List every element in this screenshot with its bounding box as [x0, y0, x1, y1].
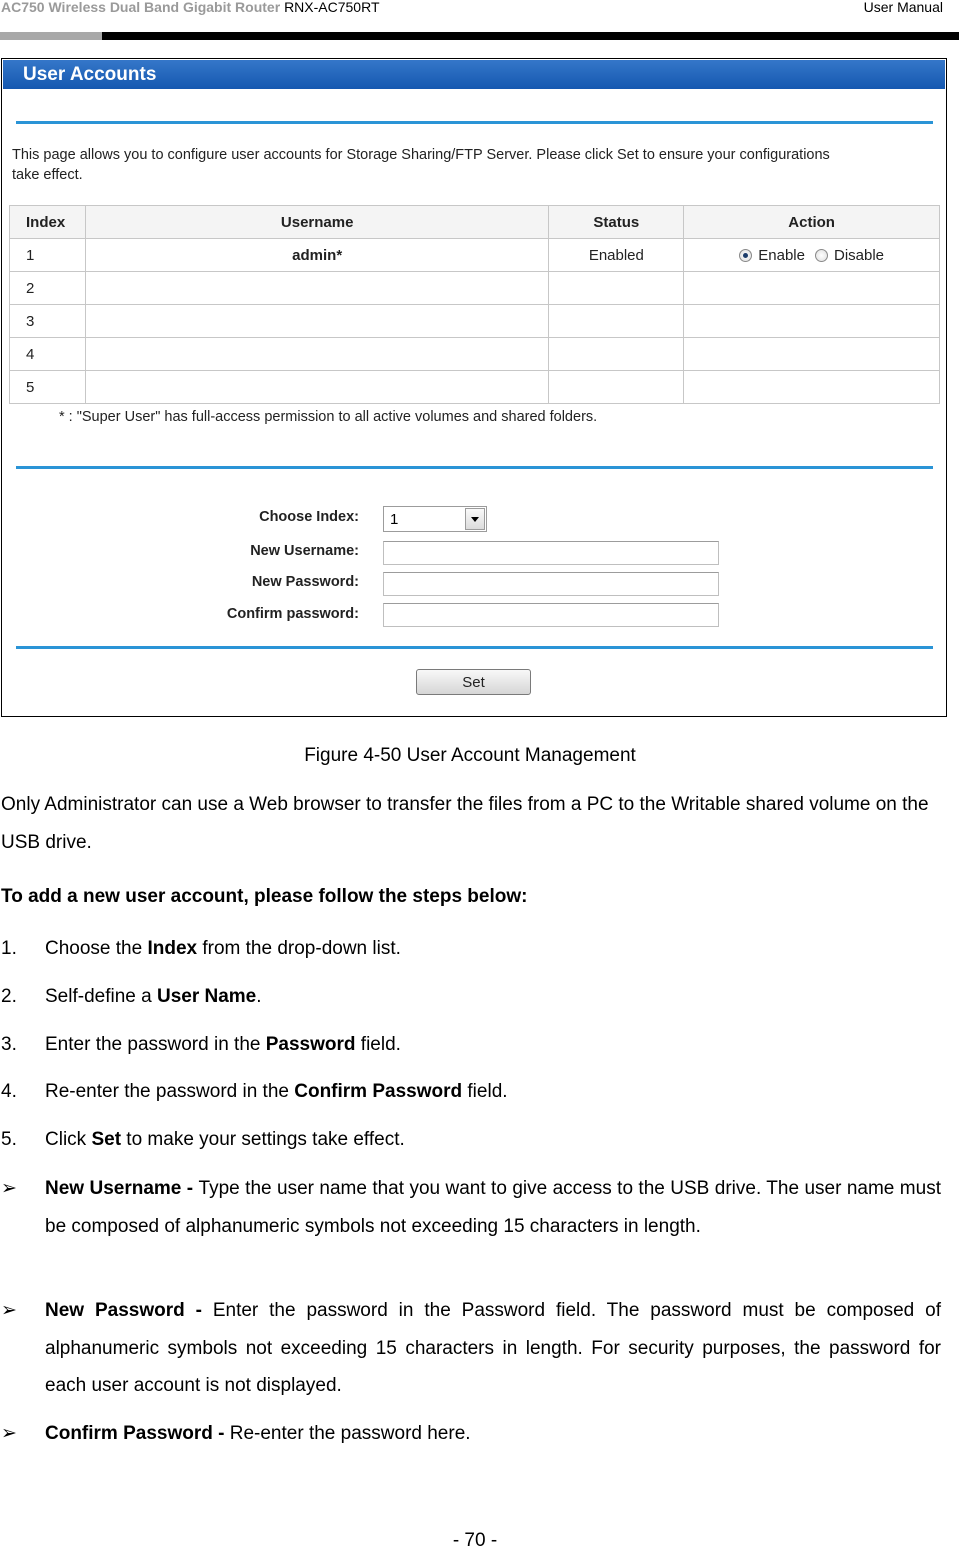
bullet-text: Re-enter the password here.	[229, 1423, 471, 1444]
body-paragraph: Only Administrator can use a Web browser to transfer the files from a PC to the Writable shared volume on the USB drive.	[1, 794, 929, 853]
arrow-bullet-icon: ➢	[1, 1300, 17, 1321]
step-text: Click	[45, 1129, 92, 1150]
step-bold: Password	[265, 1034, 356, 1055]
step-bold: Set	[91, 1129, 122, 1150]
screenshot-title-bar	[3, 60, 945, 89]
step-text: field.	[462, 1081, 508, 1102]
cell-status	[549, 338, 684, 371]
col-header-action: Action	[684, 206, 940, 239]
col-header-status: Status	[549, 206, 684, 239]
cell-status	[549, 371, 684, 404]
cell-index: 1	[10, 239, 86, 272]
divider-line	[16, 646, 933, 649]
col-header-index: Index	[10, 206, 86, 239]
cell-action	[684, 305, 940, 338]
header-rule-black	[102, 32, 959, 40]
step-text: .	[256, 986, 262, 1007]
step-number: 2.	[1, 986, 17, 1007]
arrow-bullet-icon: ➢	[1, 1423, 17, 1444]
cell-username	[85, 338, 548, 371]
choose-index-select[interactable]	[383, 506, 487, 532]
user-accounts-screenshot	[1, 58, 947, 717]
bullet-text: Type the user name that you want to give access to the USB drive. The user name must be composed of alphanumeric symbols not exceeding 15 characters in length.	[45, 1178, 941, 1237]
cell-action	[684, 239, 940, 272]
choose-index-label: Choose Index:	[259, 509, 359, 525]
header-model: RNX-AC750RT	[284, 0, 380, 15]
col-header-username: Username	[85, 206, 548, 239]
page-number: - 70 -	[452, 1530, 498, 1551]
cell-status: Enabled	[549, 239, 684, 272]
cell-status	[549, 272, 684, 305]
header-rule-gray	[0, 32, 102, 40]
bullet-item	[1, 1170, 941, 1245]
step-bold: Confirm Password	[294, 1081, 463, 1102]
divider-line	[16, 121, 933, 124]
step-item	[1, 1078, 508, 1106]
step-text: Re-enter the password in the	[45, 1081, 295, 1102]
table-row	[10, 272, 940, 305]
bullet-term: Confirm Password -	[45, 1423, 230, 1444]
cell-username	[85, 305, 548, 338]
table-row	[10, 305, 940, 338]
cell-action	[684, 371, 940, 404]
step-text: Self-define a	[45, 986, 157, 1007]
header-product-name: AC750 Wireless Dual Band Gigabit Router	[1, 0, 281, 15]
cell-username	[85, 371, 548, 404]
cell-status	[549, 305, 684, 338]
cell-index: 4	[10, 338, 86, 371]
step-number: 4.	[1, 1081, 17, 1102]
step-bold: User Name	[156, 986, 257, 1007]
arrow-bullet-icon: ➢	[1, 1178, 17, 1199]
step-text: from the drop-down list.	[197, 938, 401, 959]
step-item	[1, 1031, 401, 1059]
cell-username: admin*	[85, 239, 548, 272]
step-bold: Index	[147, 938, 198, 959]
bullet-item	[1, 1292, 941, 1405]
set-button[interactable]: Set	[416, 669, 531, 695]
cell-index: 5	[10, 371, 86, 404]
cell-action	[684, 338, 940, 371]
step-text: Choose the	[45, 938, 148, 959]
page-header	[0, 0, 959, 40]
confirm-password-input[interactable]	[383, 603, 719, 627]
step-item	[1, 935, 401, 963]
intro-text: This page allows you to configure user accounts for Storage Sharing/FTP Server. Please click Set to ensure your configurations take effect.	[12, 147, 830, 183]
choose-index-value: 1	[390, 511, 399, 528]
disable-radio[interactable]	[815, 249, 828, 262]
step-text: to make your settings take effect.	[121, 1129, 405, 1150]
header-product	[1, 0, 380, 15]
step-number: 5.	[1, 1129, 17, 1150]
step-text: Enter the password in the	[45, 1034, 266, 1055]
header-doc-type: User Manual	[863, 0, 943, 15]
bullet-item	[1, 1415, 941, 1453]
step-number: 1.	[1, 938, 17, 959]
new-username-label: New Username:	[250, 543, 359, 559]
super-user-note: * : "Super User" has full-access permission to all active volumes and shared folders.	[59, 409, 598, 425]
bullet-term: New Password -	[45, 1300, 213, 1321]
new-password-input[interactable]	[383, 572, 719, 596]
new-password-label: New Password:	[251, 574, 359, 590]
step-item	[1, 1126, 405, 1154]
enable-label: Enable	[758, 246, 805, 264]
table-row	[10, 338, 940, 371]
enable-radio[interactable]	[739, 249, 752, 262]
disable-label: Disable	[833, 246, 885, 264]
user-accounts-table	[9, 205, 940, 404]
screenshot-title: User Accounts	[23, 64, 157, 85]
figure-caption: Figure 4-50 User Account Management	[304, 745, 636, 766]
confirm-password-label: Confirm password:	[226, 606, 359, 622]
cell-index: 2	[10, 272, 86, 305]
bullet-term: New Username -	[45, 1178, 199, 1199]
steps-heading: To add a new user account, please follow the steps below:	[1, 886, 528, 907]
cell-index: 3	[10, 305, 86, 338]
table-row	[10, 239, 940, 272]
table-row	[10, 371, 940, 404]
step-item	[1, 983, 262, 1011]
step-number: 3.	[1, 1034, 17, 1055]
cell-username	[85, 272, 548, 305]
cell-action	[684, 272, 940, 305]
step-text: field.	[355, 1034, 401, 1055]
bullet-text: Enter the password in the Password field. The password must be composed of alphanumeric symbols not exceeding 15 characters in length. For security purposes, the password for each user account is not displayed.	[45, 1300, 941, 1396]
table-header-row	[10, 206, 940, 239]
chevron-down-icon[interactable]	[465, 508, 485, 530]
divider-line	[16, 466, 933, 469]
new-username-input[interactable]	[383, 541, 719, 565]
